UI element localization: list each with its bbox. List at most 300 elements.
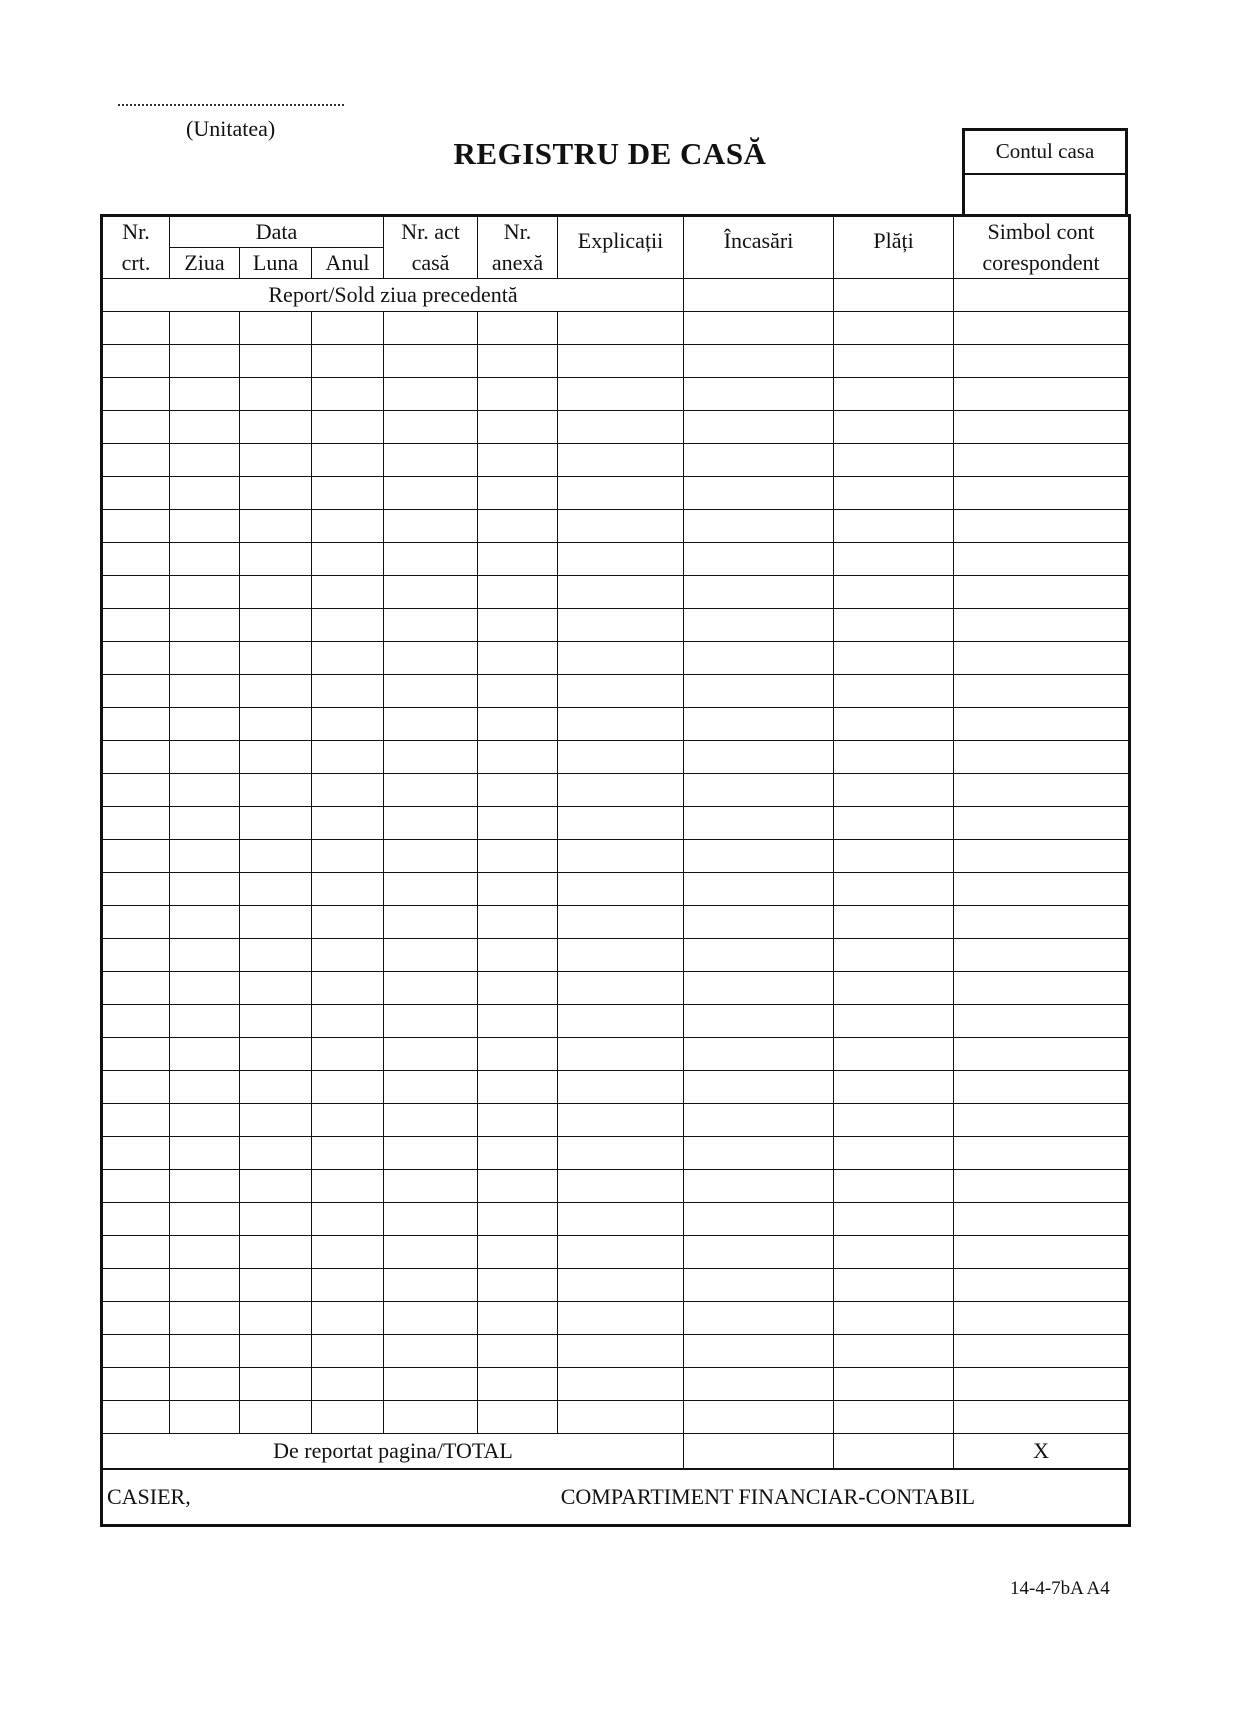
table-cell[interactable]	[834, 1236, 954, 1269]
table-cell[interactable]	[834, 1104, 954, 1137]
table-cell[interactable]	[478, 543, 558, 576]
table-cell[interactable]	[312, 444, 384, 477]
table-cell[interactable]	[240, 708, 312, 741]
table-cell[interactable]	[684, 411, 834, 444]
table-cell[interactable]	[240, 1203, 312, 1236]
table-cell[interactable]	[478, 741, 558, 774]
table-cell[interactable]	[558, 609, 684, 642]
table-cell[interactable]	[834, 1005, 954, 1038]
table-cell[interactable]	[240, 312, 312, 345]
table-cell[interactable]	[384, 510, 478, 543]
table-cell[interactable]	[834, 1401, 954, 1434]
table-cell[interactable]	[834, 411, 954, 444]
table-cell[interactable]	[954, 543, 1130, 576]
table-cell[interactable]	[170, 543, 240, 576]
table-cell[interactable]	[102, 477, 170, 510]
table-cell[interactable]	[834, 741, 954, 774]
table-cell[interactable]	[102, 939, 170, 972]
table-cell[interactable]	[834, 1302, 954, 1335]
table-cell[interactable]	[102, 312, 170, 345]
table-cell[interactable]	[312, 609, 384, 642]
table-cell[interactable]	[240, 477, 312, 510]
table-cell[interactable]	[834, 312, 954, 345]
table-cell[interactable]	[170, 378, 240, 411]
table-cell[interactable]	[384, 576, 478, 609]
table-cell[interactable]	[684, 576, 834, 609]
table-cell[interactable]	[558, 510, 684, 543]
table-cell[interactable]	[102, 972, 170, 1005]
total-incasari-cell[interactable]	[684, 1434, 834, 1470]
table-cell[interactable]	[384, 1269, 478, 1302]
table-cell[interactable]	[478, 1005, 558, 1038]
table-cell[interactable]	[384, 1005, 478, 1038]
table-cell[interactable]	[478, 444, 558, 477]
table-cell[interactable]	[240, 840, 312, 873]
table-cell[interactable]	[312, 972, 384, 1005]
table-cell[interactable]	[170, 1038, 240, 1071]
table-cell[interactable]	[834, 1170, 954, 1203]
table-cell[interactable]	[170, 972, 240, 1005]
table-cell[interactable]	[478, 906, 558, 939]
table-cell[interactable]	[102, 642, 170, 675]
table-cell[interactable]	[240, 543, 312, 576]
table-cell[interactable]	[170, 807, 240, 840]
table-cell[interactable]	[954, 1038, 1130, 1071]
table-cell[interactable]	[684, 741, 834, 774]
table-cell[interactable]	[684, 345, 834, 378]
table-cell[interactable]	[558, 411, 684, 444]
table-cell[interactable]	[954, 477, 1130, 510]
table-cell[interactable]	[240, 1368, 312, 1401]
table-cell[interactable]	[558, 1335, 684, 1368]
table-cell[interactable]	[478, 510, 558, 543]
table-cell[interactable]	[684, 477, 834, 510]
table-cell[interactable]	[170, 906, 240, 939]
table-cell[interactable]	[240, 807, 312, 840]
table-cell[interactable]	[558, 1368, 684, 1401]
table-cell[interactable]	[312, 642, 384, 675]
table-cell[interactable]	[834, 444, 954, 477]
table-cell[interactable]	[478, 1170, 558, 1203]
table-cell[interactable]	[312, 1137, 384, 1170]
table-cell[interactable]	[312, 378, 384, 411]
table-cell[interactable]	[240, 576, 312, 609]
table-cell[interactable]	[102, 444, 170, 477]
table-cell[interactable]	[102, 510, 170, 543]
table-cell[interactable]	[478, 576, 558, 609]
table-cell[interactable]	[954, 840, 1130, 873]
table-cell[interactable]	[558, 972, 684, 1005]
table-cell[interactable]	[240, 741, 312, 774]
table-cell[interactable]	[102, 1335, 170, 1368]
table-cell[interactable]	[170, 1302, 240, 1335]
table-cell[interactable]	[312, 807, 384, 840]
table-cell[interactable]	[684, 1104, 834, 1137]
table-cell[interactable]	[558, 312, 684, 345]
table-cell[interactable]	[558, 543, 684, 576]
table-cell[interactable]	[240, 873, 312, 906]
table-cell[interactable]	[312, 708, 384, 741]
table-cell[interactable]	[684, 906, 834, 939]
table-cell[interactable]	[102, 708, 170, 741]
table-cell[interactable]	[954, 1368, 1130, 1401]
table-cell[interactable]	[102, 906, 170, 939]
table-cell[interactable]	[312, 543, 384, 576]
table-cell[interactable]	[558, 1170, 684, 1203]
table-cell[interactable]	[384, 642, 478, 675]
table-cell[interactable]	[954, 972, 1130, 1005]
table-cell[interactable]	[558, 873, 684, 906]
table-cell[interactable]	[558, 444, 684, 477]
table-cell[interactable]	[954, 1071, 1130, 1104]
table-cell[interactable]	[834, 807, 954, 840]
table-cell[interactable]	[384, 708, 478, 741]
table-cell[interactable]	[954, 774, 1130, 807]
table-cell[interactable]	[312, 1401, 384, 1434]
table-cell[interactable]	[834, 642, 954, 675]
table-cell[interactable]	[384, 873, 478, 906]
table-cell[interactable]	[954, 1335, 1130, 1368]
table-cell[interactable]	[240, 939, 312, 972]
table-cell[interactable]	[102, 1104, 170, 1137]
table-cell[interactable]	[102, 807, 170, 840]
table-cell[interactable]	[558, 741, 684, 774]
table-cell[interactable]	[312, 873, 384, 906]
table-cell[interactable]	[312, 1104, 384, 1137]
table-cell[interactable]	[102, 345, 170, 378]
table-cell[interactable]	[954, 1203, 1130, 1236]
table-cell[interactable]	[312, 906, 384, 939]
table-cell[interactable]	[478, 1236, 558, 1269]
table-cell[interactable]	[558, 807, 684, 840]
table-cell[interactable]	[478, 1137, 558, 1170]
table-cell[interactable]	[170, 774, 240, 807]
table-cell[interactable]	[478, 609, 558, 642]
table-cell[interactable]	[558, 708, 684, 741]
table-cell[interactable]	[170, 1137, 240, 1170]
table-cell[interactable]	[170, 675, 240, 708]
table-cell[interactable]	[834, 1203, 954, 1236]
table-cell[interactable]	[954, 1401, 1130, 1434]
table-cell[interactable]	[684, 1038, 834, 1071]
table-cell[interactable]	[478, 312, 558, 345]
table-cell[interactable]	[834, 510, 954, 543]
table-cell[interactable]	[312, 1236, 384, 1269]
table-cell[interactable]	[312, 312, 384, 345]
table-cell[interactable]	[834, 873, 954, 906]
table-cell[interactable]	[834, 609, 954, 642]
table-cell[interactable]	[478, 873, 558, 906]
table-cell[interactable]	[834, 576, 954, 609]
table-cell[interactable]	[558, 840, 684, 873]
table-cell[interactable]	[954, 1302, 1130, 1335]
table-cell[interactable]	[558, 1401, 684, 1434]
table-cell[interactable]	[312, 1005, 384, 1038]
table-cell[interactable]	[834, 972, 954, 1005]
table-cell[interactable]	[240, 510, 312, 543]
table-cell[interactable]	[684, 444, 834, 477]
table-cell[interactable]	[384, 312, 478, 345]
table-cell[interactable]	[478, 807, 558, 840]
table-cell[interactable]	[384, 906, 478, 939]
table-cell[interactable]	[102, 609, 170, 642]
table-cell[interactable]	[558, 1005, 684, 1038]
table-cell[interactable]	[478, 774, 558, 807]
table-cell[interactable]	[170, 708, 240, 741]
table-cell[interactable]	[240, 1071, 312, 1104]
table-cell[interactable]	[834, 1269, 954, 1302]
table-cell[interactable]	[834, 1335, 954, 1368]
table-cell[interactable]	[312, 1335, 384, 1368]
total-plati-cell[interactable]	[834, 1434, 954, 1470]
table-cell[interactable]	[954, 444, 1130, 477]
table-cell[interactable]	[240, 1104, 312, 1137]
table-cell[interactable]	[102, 840, 170, 873]
table-cell[interactable]	[102, 1269, 170, 1302]
table-cell[interactable]	[684, 378, 834, 411]
table-cell[interactable]	[954, 510, 1130, 543]
table-cell[interactable]	[684, 708, 834, 741]
table-cell[interactable]	[558, 576, 684, 609]
table-cell[interactable]	[954, 873, 1130, 906]
table-cell[interactable]	[102, 1401, 170, 1434]
table-cell[interactable]	[684, 1170, 834, 1203]
table-cell[interactable]	[170, 1335, 240, 1368]
table-cell[interactable]	[240, 972, 312, 1005]
report-plati-cell[interactable]	[834, 279, 954, 312]
table-cell[interactable]	[684, 1137, 834, 1170]
table-cell[interactable]	[240, 1038, 312, 1071]
table-cell[interactable]	[478, 1071, 558, 1104]
table-cell[interactable]	[102, 1170, 170, 1203]
table-cell[interactable]	[954, 1236, 1130, 1269]
table-cell[interactable]	[384, 675, 478, 708]
table-cell[interactable]	[954, 411, 1130, 444]
table-cell[interactable]	[684, 1236, 834, 1269]
table-cell[interactable]	[102, 543, 170, 576]
table-cell[interactable]	[684, 1071, 834, 1104]
table-cell[interactable]	[240, 774, 312, 807]
table-cell[interactable]	[478, 1401, 558, 1434]
table-cell[interactable]	[240, 1401, 312, 1434]
report-simbol-cell[interactable]	[954, 279, 1130, 312]
table-cell[interactable]	[102, 1236, 170, 1269]
table-cell[interactable]	[170, 510, 240, 543]
table-cell[interactable]	[684, 1005, 834, 1038]
table-cell[interactable]	[384, 741, 478, 774]
table-cell[interactable]	[384, 345, 478, 378]
table-cell[interactable]	[102, 411, 170, 444]
table-cell[interactable]	[384, 609, 478, 642]
table-cell[interactable]	[684, 312, 834, 345]
table-cell[interactable]	[170, 1236, 240, 1269]
table-cell[interactable]	[170, 642, 240, 675]
table-cell[interactable]	[478, 477, 558, 510]
table-cell[interactable]	[684, 972, 834, 1005]
table-cell[interactable]	[102, 1203, 170, 1236]
table-cell[interactable]	[312, 510, 384, 543]
table-cell[interactable]	[834, 543, 954, 576]
table-cell[interactable]	[954, 741, 1130, 774]
table-cell[interactable]	[240, 1137, 312, 1170]
table-cell[interactable]	[384, 1137, 478, 1170]
table-cell[interactable]	[384, 1170, 478, 1203]
table-cell[interactable]	[312, 774, 384, 807]
table-cell[interactable]	[240, 378, 312, 411]
table-cell[interactable]	[240, 1236, 312, 1269]
table-cell[interactable]	[954, 642, 1130, 675]
table-cell[interactable]	[384, 1401, 478, 1434]
table-cell[interactable]	[558, 477, 684, 510]
table-cell[interactable]	[384, 774, 478, 807]
table-cell[interactable]	[478, 1269, 558, 1302]
table-cell[interactable]	[478, 345, 558, 378]
table-cell[interactable]	[102, 378, 170, 411]
table-cell[interactable]	[684, 1335, 834, 1368]
table-cell[interactable]	[170, 1005, 240, 1038]
table-cell[interactable]	[558, 642, 684, 675]
table-cell[interactable]	[312, 840, 384, 873]
table-cell[interactable]	[834, 906, 954, 939]
table-cell[interactable]	[478, 1203, 558, 1236]
table-cell[interactable]	[954, 807, 1130, 840]
table-cell[interactable]	[170, 840, 240, 873]
table-cell[interactable]	[170, 1401, 240, 1434]
table-cell[interactable]	[478, 939, 558, 972]
table-cell[interactable]	[684, 1368, 834, 1401]
table-cell[interactable]	[240, 444, 312, 477]
table-cell[interactable]	[170, 1104, 240, 1137]
table-cell[interactable]	[312, 1368, 384, 1401]
table-cell[interactable]	[478, 1302, 558, 1335]
table-cell[interactable]	[312, 1071, 384, 1104]
table-cell[interactable]	[384, 1368, 478, 1401]
table-cell[interactable]	[384, 378, 478, 411]
table-cell[interactable]	[170, 1071, 240, 1104]
table-cell[interactable]	[384, 972, 478, 1005]
table-cell[interactable]	[312, 345, 384, 378]
table-cell[interactable]	[102, 741, 170, 774]
table-cell[interactable]	[102, 675, 170, 708]
table-cell[interactable]	[954, 1137, 1130, 1170]
table-cell[interactable]	[102, 1038, 170, 1071]
table-cell[interactable]	[954, 708, 1130, 741]
table-cell[interactable]	[312, 1038, 384, 1071]
table-cell[interactable]	[834, 675, 954, 708]
table-cell[interactable]	[102, 1368, 170, 1401]
table-cell[interactable]	[834, 1137, 954, 1170]
table-cell[interactable]	[170, 444, 240, 477]
table-cell[interactable]	[834, 1368, 954, 1401]
table-cell[interactable]	[558, 1038, 684, 1071]
table-cell[interactable]	[102, 1005, 170, 1038]
table-cell[interactable]	[384, 1038, 478, 1071]
table-cell[interactable]	[384, 840, 478, 873]
table-cell[interactable]	[170, 1170, 240, 1203]
table-cell[interactable]	[834, 708, 954, 741]
table-cell[interactable]	[834, 477, 954, 510]
table-cell[interactable]	[558, 1104, 684, 1137]
table-cell[interactable]	[954, 939, 1130, 972]
table-cell[interactable]	[954, 378, 1130, 411]
table-cell[interactable]	[954, 576, 1130, 609]
table-cell[interactable]	[478, 411, 558, 444]
table-cell[interactable]	[170, 345, 240, 378]
table-cell[interactable]	[312, 576, 384, 609]
table-cell[interactable]	[170, 873, 240, 906]
table-cell[interactable]	[684, 1269, 834, 1302]
table-cell[interactable]	[240, 675, 312, 708]
table-cell[interactable]	[558, 675, 684, 708]
table-cell[interactable]	[684, 1302, 834, 1335]
table-cell[interactable]	[102, 1137, 170, 1170]
table-cell[interactable]	[240, 642, 312, 675]
table-cell[interactable]	[478, 840, 558, 873]
table-cell[interactable]	[558, 939, 684, 972]
table-cell[interactable]	[240, 906, 312, 939]
table-cell[interactable]	[834, 378, 954, 411]
table-cell[interactable]	[102, 576, 170, 609]
table-cell[interactable]	[558, 1137, 684, 1170]
table-cell[interactable]	[834, 939, 954, 972]
table-cell[interactable]	[478, 1335, 558, 1368]
table-cell[interactable]	[312, 1170, 384, 1203]
table-cell[interactable]	[684, 807, 834, 840]
report-incasari-cell[interactable]	[684, 279, 834, 312]
table-cell[interactable]	[170, 312, 240, 345]
table-cell[interactable]	[312, 411, 384, 444]
table-cell[interactable]	[170, 576, 240, 609]
table-cell[interactable]	[954, 609, 1130, 642]
table-cell[interactable]	[834, 1071, 954, 1104]
table-cell[interactable]	[954, 312, 1130, 345]
table-cell[interactable]	[478, 1368, 558, 1401]
table-cell[interactable]	[384, 939, 478, 972]
table-cell[interactable]	[684, 774, 834, 807]
table-cell[interactable]	[384, 543, 478, 576]
table-cell[interactable]	[954, 345, 1130, 378]
table-cell[interactable]	[954, 1170, 1130, 1203]
table-cell[interactable]	[834, 345, 954, 378]
table-cell[interactable]	[684, 840, 834, 873]
table-cell[interactable]	[478, 972, 558, 1005]
table-cell[interactable]	[312, 675, 384, 708]
table-cell[interactable]	[478, 1038, 558, 1071]
table-cell[interactable]	[478, 708, 558, 741]
table-cell[interactable]	[684, 873, 834, 906]
table-cell[interactable]	[170, 609, 240, 642]
table-cell[interactable]	[384, 444, 478, 477]
table-cell[interactable]	[384, 1071, 478, 1104]
table-cell[interactable]	[240, 345, 312, 378]
table-cell[interactable]	[954, 1269, 1130, 1302]
table-cell[interactable]	[684, 510, 834, 543]
table-cell[interactable]	[170, 411, 240, 444]
table-cell[interactable]	[384, 1203, 478, 1236]
table-cell[interactable]	[170, 741, 240, 774]
table-cell[interactable]	[240, 1170, 312, 1203]
table-cell[interactable]	[478, 1104, 558, 1137]
table-cell[interactable]	[684, 543, 834, 576]
table-cell[interactable]	[558, 774, 684, 807]
table-cell[interactable]	[102, 1302, 170, 1335]
table-cell[interactable]	[312, 1203, 384, 1236]
table-cell[interactable]	[558, 1302, 684, 1335]
table-cell[interactable]	[384, 1302, 478, 1335]
table-cell[interactable]	[312, 1302, 384, 1335]
table-cell[interactable]	[312, 477, 384, 510]
table-cell[interactable]	[170, 477, 240, 510]
